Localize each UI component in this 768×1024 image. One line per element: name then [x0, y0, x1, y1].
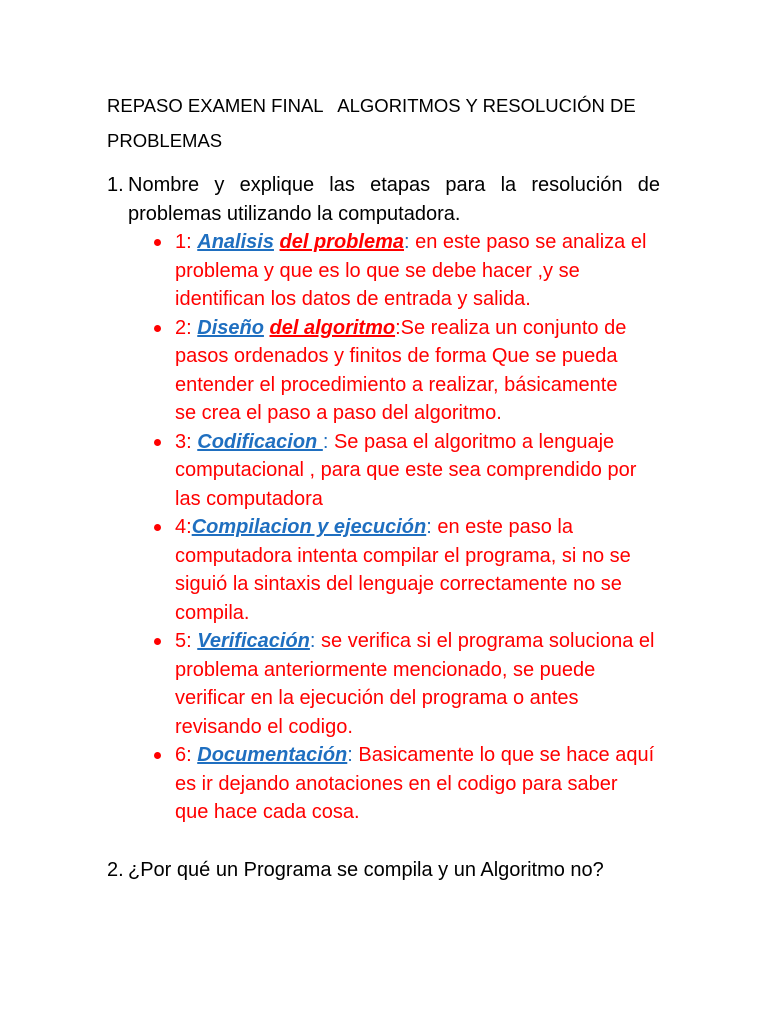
answer-number: 5:: [175, 630, 198, 652]
question-body: [128, 171, 667, 827]
bullet-dot-icon: [154, 524, 161, 531]
answer-number: 1:: [175, 231, 198, 253]
answer-text: :: [309, 630, 316, 652]
title-line: PROBLEMAS: [107, 130, 223, 151]
question-text: [128, 171, 667, 228]
answer-line: problema y que es lo que se debe hacer ,y se: [175, 259, 580, 282]
answer-line: que hace cada cosa.: [175, 801, 360, 823]
answer-item: [128, 741, 667, 827]
answer-line: entender el procedimiento a realizar, básicamente: [175, 373, 618, 396]
answer-first-line: [175, 228, 667, 257]
question-line: ¿Por qué un Programa se compila y un Algoritmo no?: [128, 859, 604, 881]
answer-first-line: [175, 627, 667, 656]
answer-item: [128, 314, 667, 428]
answer-number: 3:: [175, 430, 198, 453]
answer-line: pasos ordenados y finitos de forma Que se pueda: [175, 345, 618, 367]
answer-term: Verificación: [197, 630, 310, 652]
answer-line: compila.: [175, 601, 250, 624]
answer-line: problema anteriormente mencionado, se puede: [175, 658, 596, 681]
answer-text: :: [426, 516, 432, 538]
answer-term: Documentación: [197, 744, 348, 766]
question-item: [107, 856, 667, 885]
answer-line: es ir dejando anotaciones en el codigo para saber: [175, 772, 618, 795]
question-number: 1.: [107, 174, 124, 196]
answer-term: del problema: [279, 231, 404, 253]
answer-term: Analisis: [197, 231, 274, 253]
answer-text: :: [347, 744, 353, 766]
bullet-dot-icon: [154, 239, 161, 246]
question-list: [107, 171, 667, 885]
answer-line: las computadora: [175, 487, 323, 510]
answer-text: :Se realiza un conjunto de: [395, 316, 627, 339]
answer-first-line: [175, 741, 667, 770]
answer-text: :: [404, 231, 410, 253]
answer-number: 6:: [175, 744, 198, 766]
answer-text: :: [322, 430, 329, 453]
answer-line: siguió la sintaxis del lenguaje correctamente no se: [175, 573, 622, 595]
answer-text: en este paso la: [431, 516, 573, 538]
answer-first-line: [175, 513, 667, 542]
question-line: problemas utilizando la computadora.: [128, 202, 461, 225]
answer-line: revisando el codigo.: [175, 715, 353, 738]
answer-term: Codificacion: [197, 430, 323, 453]
title-line: REPASO EXAMEN FINAL ALGORITMOS Y RESOLUCIÓN DE: [107, 95, 636, 116]
question-line: Nombre y explique las etapas para la resolución de: [128, 174, 660, 196]
answer-item: [128, 428, 667, 514]
answer-item: [128, 228, 667, 314]
answer-line: identifican los datos de entrada y salida.: [175, 288, 531, 310]
answer-item: [128, 513, 667, 627]
bullet-dot-icon: [154, 439, 161, 446]
question-text: [128, 856, 667, 885]
bullet-dot-icon: [154, 638, 161, 645]
answer-line: verificar en la ejecución del programa o antes: [175, 687, 579, 709]
answer-line: se crea el paso a paso del algoritmo.: [175, 402, 502, 424]
bullet-dot-icon: [154, 752, 161, 759]
bullet-dot-icon: [154, 325, 161, 332]
question-number: 2.: [107, 859, 124, 881]
answer-term: del algoritmo: [269, 316, 396, 339]
answer-line: computadora intenta compilar el programa, si no se: [175, 544, 631, 567]
answer-first-line: [175, 428, 667, 457]
answer-term: Compilacion y ejecución: [191, 516, 427, 538]
document-title: [107, 88, 636, 158]
answer-number: 2:: [175, 316, 198, 339]
answer-text: en este paso se analiza el: [409, 231, 647, 253]
answer-text: Se pasa el algoritmo a lenguaje: [328, 430, 615, 453]
answer-first-line: [175, 314, 667, 343]
answer-number: 4:: [175, 516, 192, 538]
answer-term: Diseño: [197, 316, 264, 339]
answer-list: [128, 228, 667, 827]
answer-text: Basicamente lo que se hace aquí: [352, 744, 655, 766]
answer-line: computacional , para que este sea comprendido por: [175, 459, 637, 481]
answer-item: [128, 627, 667, 741]
answer-text: se verifica si el programa soluciona el: [315, 630, 655, 652]
question-body: [128, 856, 667, 885]
question-item: [107, 171, 667, 827]
